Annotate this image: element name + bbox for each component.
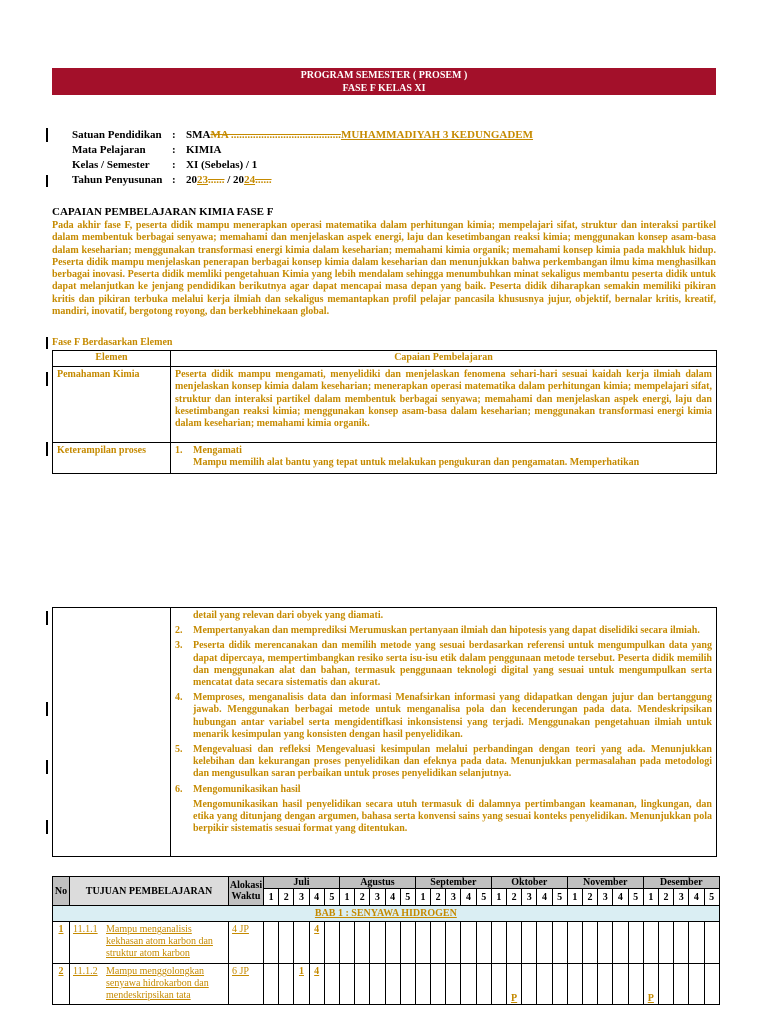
change-bar [46, 442, 48, 456]
alokasi-cell: 6 JP [229, 964, 264, 1005]
week-cell: 1 [294, 964, 309, 1005]
identity-row-school: Satuan Pendidikan : SMAMA ........................................MUHAMMADIYAH 3 KEDUNGADEM [72, 129, 534, 141]
change-bar [46, 760, 48, 774]
alokasi-cell: 4 JP [229, 922, 264, 964]
goal-cell [70, 964, 229, 1005]
week-number: 2 [279, 889, 294, 906]
list-item: 3. Peserta didik merencanakan dan memilih metode yang sesuai berdasarkan referensi untuk mengumpulkan data yang dapat dipercaya, mempertimbangkan resiko serta isu-isu etik dalam penggunaan metode tersebut. Peserta didik memilih dan menggunakan alat dan bahan, termasuk penggunaan teknologi digital yang sesuai untuk mengumpulkan serta mencatat data secara sistematis dan akurat. [175, 640, 712, 689]
list-item: 5. Mengevaluasi dan refleksi Mengevaluasi kesimpulan melalui perbandingan dengan teori yang ada. Menunjukkan kelebihan dan kekurangan proses penyelidikan dan efeknya pada data. Menunjukkan permasalahan pada metodologi dan mengusulkan saran perbaikan untuk proses penyelidikan selanjutnya. [175, 744, 712, 780]
month-header: Oktober [491, 877, 567, 889]
week-number: 5 [628, 889, 643, 906]
capaian-paragraph: Pada akhir fase F, peserta didik mampu menerapkan operasi matematika dalam perhitungan kimia; mempelajari sifat, struktur dan interaksi partikel dalam membentuk berbagai senyawa; memahami dan menjelaskan aspek energi, laju dan kesetimbangan reaksi kimia; menggunakan konsep asam-basa dalam keseharian; menggunakan transformasi energi kimia dalam keseharian; memahami kimia organik; memahami konsep kimia pada makhluk hidup. Peserta didik mampu menjelaskan penerapan berbagai konsep kimia dalam keseharian dan menunjukkan bahwa perkembangan ilmu kima menghasilkan berbagai inovasi. Peserta didik memliki pengetahuan Kimia yang lebih mendalam sehingga menumbuhkan minat sekaligus membantu peserta didik untuk dapat melanjutkan ke jenjang pendidikan berikutnya agar dapat mencapai masa depan yang baik. Peserta didik diharapkan semakin memiliki pikiran kritis dan pikiran terbuka melalui kerja ilmiah dan sekaligus memantapkan profil pelajar pancasila khususnya jujur, objektif, bernalar kritis, kreatif, mandiri, inovatif, bergotong royong, dan berkebhinekaan global. [52, 220, 716, 318]
week-number: 5 [324, 889, 339, 906]
elemen-cell: Keterampilan proses [53, 443, 171, 474]
change-bar [46, 702, 48, 716]
week-number: 1 [567, 889, 582, 906]
identity-label: Satuan Pendidikan [72, 129, 162, 141]
table-row [53, 367, 717, 443]
week-number: 3 [370, 889, 385, 906]
change-bar [46, 337, 48, 349]
week-number: 2 [582, 889, 597, 906]
week-number: 1 [491, 889, 506, 906]
week-number: 5 [400, 889, 415, 906]
elemen-table [52, 350, 717, 474]
week-number: 1 [339, 889, 354, 906]
goal-code: 11.1.2 [73, 966, 98, 977]
week-number: 3 [598, 889, 613, 906]
list-item: 1. Mengamati [175, 445, 242, 456]
week-number: 4 [537, 889, 552, 906]
list-item: 6. Mengomunikasikan hasil [175, 783, 301, 795]
week-number: 4 [309, 889, 324, 906]
week-number: 2 [658, 889, 673, 906]
identity-block [72, 128, 533, 188]
week-number: 4 [689, 889, 704, 906]
table-row [53, 608, 717, 857]
change-bar [46, 372, 48, 386]
table-row [53, 922, 720, 964]
week-number: 3 [294, 889, 309, 906]
schedule-table [52, 876, 720, 1005]
column-header-alokasi: Alokasi Waktu [229, 877, 264, 906]
week-number: 5 [476, 889, 491, 906]
column-header-tujuan: TUJUAN PEMBELAJARAN [70, 877, 229, 906]
list-item-text: detail yang relevan dari obyek yang diamati. [193, 610, 384, 621]
week-number: 4 [613, 889, 628, 906]
change-bar [46, 128, 48, 142]
change-bar [46, 611, 48, 625]
goal-cell [70, 922, 229, 964]
row-number: 2 [53, 964, 70, 1005]
list-item-text: Mampu memilih alat bantu yang tepat untuk melakukan pengukuran dan pengamatan. Memperhatikan [193, 457, 640, 469]
section-title: CAPAIAN PEMBELAJARAN KIMIA FASE F [52, 206, 274, 218]
capaian-cell [171, 608, 717, 857]
week-number: 5 [704, 889, 719, 906]
document-header [52, 68, 716, 95]
row-number: 1 [53, 922, 70, 964]
list-item-text: Mengomunikasikan hasil penyelidikan secara utuh termasuk di dalamnya pertimbangan keamanan, lingkungan, dan etika yang ditunjang dengan argumen, bahasa serta konvensi sains yang sesuai konteks penyelidikan. Menunjukkan pola berpikir sistematis sesuai format yang ditentukan. [193, 798, 712, 835]
goal-text: Mampu menggolongkan senyawa hidrokarbon dan mendeskripsikan tata [106, 966, 209, 1001]
week-number: 3 [674, 889, 689, 906]
table-row [53, 964, 720, 1005]
week-number: 4 [385, 889, 400, 906]
elemen-table-continued [52, 607, 717, 857]
inserted-text: MUHAMMADIYAH 3 KEDUNGADEM [340, 129, 534, 141]
table-header-row [53, 877, 720, 889]
month-header: Juli [264, 877, 340, 889]
bab-row [53, 906, 720, 922]
change-bar [46, 175, 48, 187]
month-header: Agustus [339, 877, 415, 889]
week-number: 1 [264, 889, 279, 906]
list-item: 2. Mempertanyakan dan memprediksi Merumuskan pertanyaan ilmiah dan hipotesis yang dapat diselidiki secara ilmiah. [175, 625, 700, 637]
week-number: 3 [446, 889, 461, 906]
week-number: 2 [431, 889, 446, 906]
week-cell: P [643, 964, 658, 1005]
section-subtitle: Fase F Berdasarkan Elemen [52, 337, 173, 348]
capaian-cell [171, 443, 717, 474]
month-header: November [567, 877, 643, 889]
identity-row-subject: Mata Pelajaran : KIMIA [72, 144, 222, 156]
header-title: PROGRAM SEMESTER ( PROSEM ) [300, 70, 468, 81]
week-number: 2 [355, 889, 370, 906]
column-header: Elemen [53, 351, 171, 367]
week-number: 3 [522, 889, 537, 906]
week-number: 4 [461, 889, 476, 906]
capaian-cell: Peserta didik mampu mengamati, menyelidiki dan menjelaskan fenomena sehari-hari sesuai kaidah kerja ilmiah dalam menjelaskan konsep kimia dalam keseharian; menerapkan operasi matematika dalam perhitungan kimia; mempelajari sifat, struktur dan interaksi partikel dalam membentuk berbagai senyawa; memahami dan menjelaskan aspek energi, laju dan kesetimbangan reaksi kimia; menggunakan konsep asam-basa dalam keseharian; menggunakan transformasi energi kimia dalam keseharian; memahami kimia organik. [171, 367, 717, 443]
week-cell: 4 [309, 922, 324, 964]
chapter-title: BAB 1 : SENYAWA HIDROGEN [53, 906, 720, 922]
list-item: 4. Memproses, menganalisis data dan informasi Menafsirkan informasi yang didapatkan dengan jujur dan bertanggung jawab. Menggunakan berbagai metode untuk menganalisa pola dan kecenderungan pada data. Mendeskripsikan hubungan antar variabel serta mengidentifkasi inkonsistensi yang terjadi. Menggunakan pengetahuan ilmiah untuk menarik kesimpulan yang konsisten dengan hasil penyelidikan. [175, 692, 712, 740]
week-number: 5 [552, 889, 567, 906]
month-header: Desember [643, 877, 719, 889]
identity-row-class: Kelas / Semester : XI (Sebelas) / 1 [72, 159, 258, 171]
goal-code: 11.1.1 [73, 924, 98, 935]
elemen-cell [53, 608, 171, 857]
month-header: September [415, 877, 491, 889]
column-header: Capaian Pembelajaran [171, 351, 717, 367]
identity-row-year: Tahun Penyusunan : 2023...... / 2024...... [72, 174, 272, 186]
table-header-row [53, 351, 717, 367]
week-cell: P [507, 964, 522, 1005]
change-bar [46, 820, 48, 834]
deleted-text: MA ........................................ [210, 129, 341, 141]
goal-text: Mampu menganalisis kekhasan atom karbon dan struktur atom karbon [106, 924, 213, 959]
week-number: 2 [507, 889, 522, 906]
week-cell: 4 [309, 964, 324, 1005]
week-number: 1 [643, 889, 658, 906]
header-subtitle: FASE F KELAS XI [342, 83, 426, 94]
elemen-cell: Pemahaman Kimia [53, 367, 171, 443]
table-row [53, 443, 717, 474]
week-number: 1 [415, 889, 430, 906]
column-header-no: No [53, 877, 70, 906]
